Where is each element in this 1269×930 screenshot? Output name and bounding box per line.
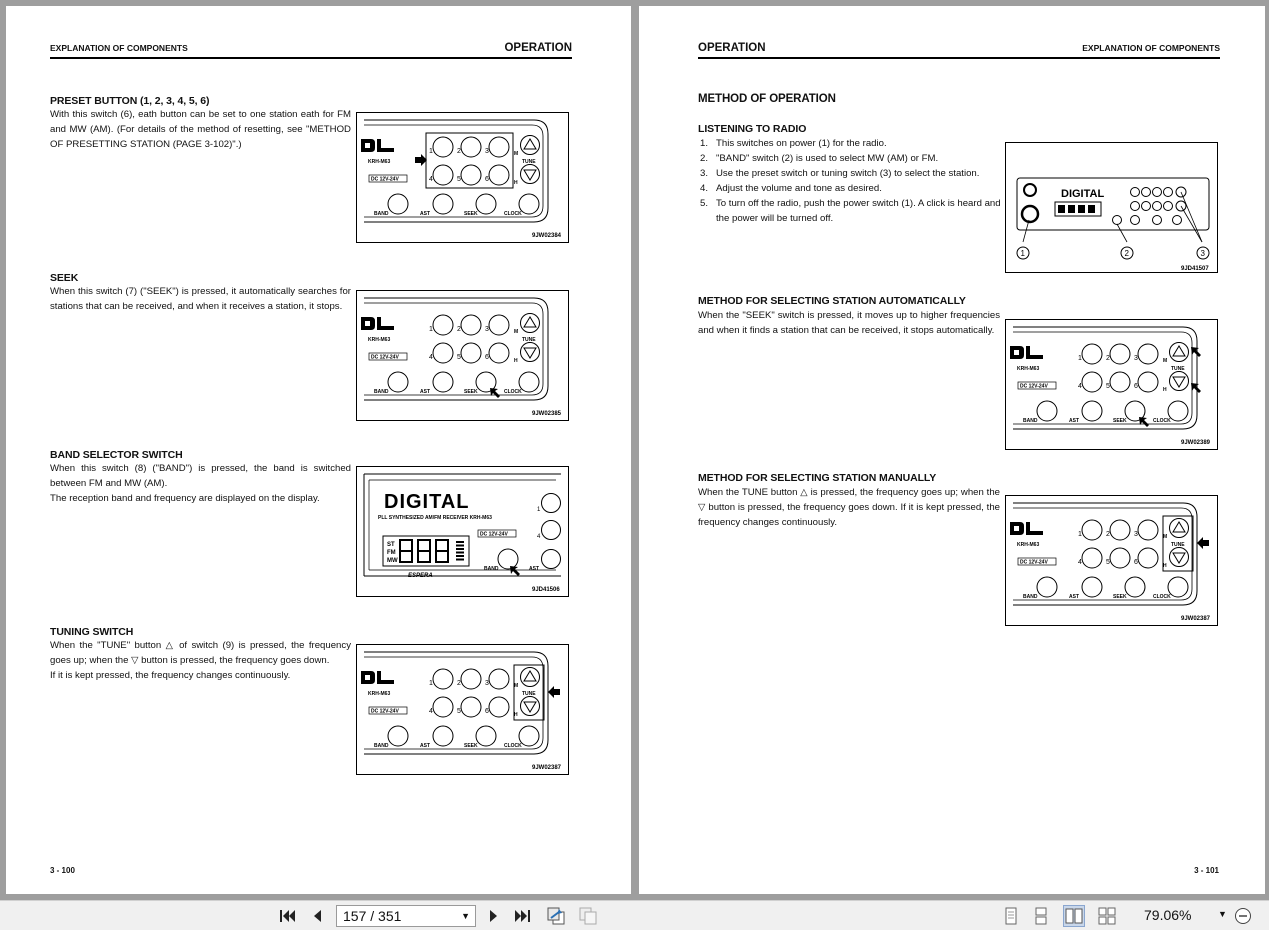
list-item: 3. Use the preset switch or tuning switch (3) to select the station. (700, 168, 980, 179)
preset-button (1138, 372, 1158, 392)
page-number-input[interactable]: 157 / 351 ▼ (336, 905, 476, 927)
digital-logo: DIGITAL (1061, 188, 1105, 200)
brand-logo-icon (377, 326, 394, 330)
section-title-seek: SEEK (50, 272, 79, 284)
list-item: 5. To turn off the radio, push the power switch (1). A click is heard and the power will be turned off. (700, 198, 1001, 224)
section-text-band: When this switch (8) ("BAND") is pressed, the band is switched between FM and MW (AM). The reception band and frequency are displayed on the display. (50, 463, 351, 504)
preset-number: 4 (429, 176, 433, 183)
navigation-toolbar (0, 900, 1269, 930)
figure-code: 9JW02385 (532, 411, 562, 417)
model-label: KRH-M63 (368, 337, 391, 343)
list-item: 2. "BAND" switch (2) is used to select MW (AM) or FM. (700, 153, 939, 164)
power-knob (1022, 206, 1038, 222)
figure-code: 9JW02387 (1181, 616, 1211, 622)
right-header-chapter: OPERATION (698, 42, 766, 54)
preset-number: 1 (1078, 531, 1082, 538)
preset-button (433, 669, 453, 689)
lcd-digit (1068, 205, 1075, 213)
function-label: BAND (374, 389, 389, 395)
function-label: BAND (374, 211, 389, 217)
model-label: KRH-M63 (1017, 366, 1040, 372)
m-label: M (514, 151, 519, 157)
function-label: BAND (1023, 594, 1038, 600)
signal-bar (456, 552, 464, 554)
preset-button (1082, 372, 1102, 392)
preset-button (1138, 548, 1158, 568)
preset-button (489, 669, 509, 689)
function-label: SEEK (464, 743, 478, 749)
tune-label: TUNE (522, 337, 536, 343)
h-label: H (514, 712, 518, 718)
volume-knob (1024, 184, 1036, 196)
header-rule (698, 57, 1220, 59)
preset-button (461, 315, 481, 335)
callout-number: 3 (1200, 249, 1205, 258)
function-label: AST (420, 211, 430, 217)
function-label: SEEK (1113, 418, 1127, 424)
section-text-preset: With this switch (6), eath button can be set to one station eath for FM and MW (AM). (For details of the method of resetting, see "METHOD OF PRESETTING STATION (PAGE 3-102)".) (50, 109, 351, 150)
preset-button (433, 315, 453, 335)
function-label: BAND (1023, 418, 1038, 424)
voltage-label: DC 12V-24V (371, 708, 399, 715)
section-title-tuning: TUNING SWITCH (50, 626, 134, 638)
h-label: H (1163, 387, 1167, 393)
function-button (433, 726, 453, 746)
section-title-band: BAND SELECTOR SWITCH (50, 449, 183, 461)
figure-code: 9JW02387 (532, 765, 562, 771)
preset-button (461, 165, 481, 185)
header-rule (50, 57, 572, 59)
lcd-digit (1078, 205, 1085, 213)
preset-number: 2 (1106, 531, 1110, 538)
page-number-right: 3 - 101 (1194, 866, 1219, 875)
preset-number: 6 (485, 708, 489, 715)
preset-number: 1 (429, 680, 433, 687)
preset-button (489, 137, 509, 157)
next-page-icon[interactable] (483, 905, 505, 927)
function-button (519, 372, 539, 392)
h-label: H (1163, 563, 1167, 569)
figure-seek-button (356, 290, 569, 421)
preset-number: 6 (1134, 383, 1138, 390)
preset-number: 2 (457, 326, 461, 333)
signal-bar (456, 559, 464, 561)
prev-view-icon[interactable] (545, 905, 567, 927)
model-label: KRH-M63 (1017, 542, 1040, 548)
function-button (433, 372, 453, 392)
signal-bar (456, 541, 464, 543)
figure-frame (357, 467, 569, 597)
preset-number: 6 (1134, 559, 1138, 566)
preset-button (1110, 344, 1130, 364)
function-label: AST (420, 389, 430, 395)
tune-label: TUNE (522, 691, 536, 697)
preset-button (433, 137, 453, 157)
tune-label: TUNE (1171, 542, 1185, 548)
radio-button (1131, 216, 1140, 225)
chevron-down-icon[interactable]: ▼ (1218, 909, 1227, 919)
preset-button (1082, 548, 1102, 568)
preset-button (542, 494, 561, 513)
brand-logo-icon (1026, 531, 1043, 535)
preset-button (433, 165, 453, 185)
preset-button (461, 137, 481, 157)
last-page-icon[interactable] (512, 905, 534, 927)
facing-icon[interactable] (1063, 905, 1085, 927)
m-label: M (1163, 358, 1168, 364)
figure-code: 9JW02389 (1181, 440, 1211, 446)
preset-button (1138, 344, 1158, 364)
function-button (1125, 577, 1145, 597)
brand-logo-icon (1026, 355, 1043, 359)
radio-button (1164, 188, 1173, 197)
preset-button (542, 521, 561, 540)
preset-button (1110, 372, 1130, 392)
signal-bar (456, 555, 464, 557)
manual-text: When the TUNE button △ is pressed, the frequency goes up; when the ▽ button is pressed, the frequency goes down. If it is kept pressed, the frequency changes continuously. (698, 487, 1000, 528)
function-button (1037, 577, 1057, 597)
figure-manual-select (1005, 495, 1218, 626)
left-header-section: EXPLANATION OF COMPONENTS (50, 43, 188, 53)
listening-title: LISTENING TO RADIO (698, 123, 807, 135)
brand-logo-icon (377, 680, 394, 684)
voltage-label: DC 12V-24V (480, 531, 508, 538)
preset-button (1082, 344, 1102, 364)
preset-number: 1 (429, 326, 433, 333)
callout-number: 1 (1020, 249, 1025, 258)
preset-number: 1 (1078, 355, 1082, 362)
function-label: CLOCK (504, 389, 522, 395)
h-label: H (514, 180, 518, 186)
continuous-facing-icon[interactable] (1096, 905, 1118, 927)
tune-label: TUNE (522, 159, 536, 165)
prev-page-icon[interactable] (306, 905, 328, 927)
preset-number: 5 (457, 708, 461, 715)
function-label: CLOCK (504, 211, 522, 217)
preset-number: 4 (537, 534, 541, 540)
m-label: M (514, 683, 519, 689)
figure-code: 9JD41507 (1181, 266, 1209, 272)
preset-number: 4 (429, 354, 433, 361)
function-button (1168, 577, 1188, 597)
figure-code: 9JW02384 (532, 233, 562, 239)
preset-number: 3 (485, 680, 489, 687)
preset-number: 2 (457, 680, 461, 687)
left-page (6, 6, 631, 894)
preset-number: 1 (429, 148, 433, 155)
first-page-icon[interactable] (276, 905, 298, 927)
function-button (476, 194, 496, 214)
preset-button (433, 343, 453, 363)
function-button (388, 372, 408, 392)
preset-number: 4 (1078, 383, 1082, 390)
section-text-seek: When this switch (7) ("SEEK") is pressed, it automatically searches for stations that can be received, and when it receives a station, it stops. (50, 286, 351, 312)
preset-number: 3 (485, 326, 489, 333)
function-label: CLOCK (504, 743, 522, 749)
left-header-chapter: OPERATION (504, 42, 572, 54)
preset-button (489, 343, 509, 363)
figure-code: 9JD41506 (532, 587, 560, 593)
listening-steps (698, 136, 1001, 226)
voltage-label: DC 12V-24V (371, 354, 399, 361)
next-view-icon[interactable] (577, 905, 599, 927)
function-button (519, 194, 539, 214)
function-label: SEEK (464, 389, 478, 395)
preset-button (1082, 520, 1102, 540)
function-label: SEEK (464, 211, 478, 217)
brand-label: ESPERA (408, 573, 433, 579)
continuous-icon[interactable] (1030, 905, 1052, 927)
m-label: M (514, 329, 519, 335)
single-page-icon[interactable] (1000, 905, 1022, 927)
model-label: KRH-M63 (368, 691, 391, 697)
function-label: CLOCK (1153, 418, 1171, 424)
m-label: M (1163, 534, 1168, 540)
function-label: BAND (374, 743, 389, 749)
right-header-section: EXPLANATION OF COMPONENTS (1082, 43, 1220, 53)
h-label: H (514, 358, 518, 364)
radio-button (1173, 216, 1182, 225)
method-of-operation-title: METHOD OF OPERATION (698, 93, 836, 105)
figure-preset-buttons (356, 112, 569, 243)
preset-number: 4 (429, 708, 433, 715)
section-text-tuning: When the "TUNE" button △ of switch (9) is pressed, the frequency goes up; when the ▽ button is pressed, the frequency goes down. If it is kept pressed, the frequency changes continuously. (50, 640, 351, 681)
voltage-label: DC 12V-24V (1020, 559, 1048, 566)
band-label: BAND (484, 566, 499, 572)
preset-button (461, 697, 481, 717)
preset-button (542, 550, 561, 569)
function-label: AST (420, 743, 430, 749)
preset-button (489, 315, 509, 335)
list-item: 1. This switches on power (1) for the radio. (700, 138, 887, 149)
band-button (498, 549, 518, 569)
st-label: ST (387, 542, 395, 548)
chevron-down-icon[interactable]: ▼ (461, 911, 470, 921)
preset-number: 5 (1106, 559, 1110, 566)
radio-button (1131, 188, 1140, 197)
preset-button (489, 697, 509, 717)
preset-button (1138, 520, 1158, 540)
page-number-left: 3 - 100 (50, 866, 75, 875)
radio-button (1131, 202, 1140, 211)
preset-button (489, 165, 509, 185)
preset-button (461, 669, 481, 689)
figure-band-display (356, 466, 569, 597)
figure-auto-select (1005, 319, 1218, 450)
preset-button (1110, 548, 1130, 568)
preset-number: 5 (457, 176, 461, 183)
digital-logo: DIGITAL (384, 491, 470, 513)
preset-number: 6 (485, 176, 489, 183)
figure-tune-buttons (356, 644, 569, 775)
radio-button (1153, 216, 1162, 225)
function-label: CLOCK (1153, 594, 1171, 600)
voltage-label: DC 12V-24V (1020, 383, 1048, 390)
signal-bar (456, 545, 464, 547)
radio-button (1164, 202, 1173, 211)
zoom-level[interactable]: 79.06% (1144, 907, 1192, 923)
preset-number: 4 (1078, 559, 1082, 566)
mw-label: MW (387, 558, 398, 564)
right-page (639, 6, 1265, 894)
tune-label: TUNE (1171, 366, 1185, 372)
preset-number: 3 (485, 148, 489, 155)
function-button (1168, 401, 1188, 421)
preset-button (461, 343, 481, 363)
function-button (388, 194, 408, 214)
function-button (1082, 577, 1102, 597)
lcd-digit (1058, 205, 1065, 213)
preset-number: 6 (485, 354, 489, 361)
signal-bar (456, 548, 464, 550)
auto-text: When the "SEEK" switch is pressed, it moves up to higher frequencies and when it finds a station that can be received, it stops automatically. (698, 310, 1000, 336)
preset-number: 5 (1106, 383, 1110, 390)
voltage-label: DC 12V-24V (371, 176, 399, 183)
function-button (388, 726, 408, 746)
function-button (1037, 401, 1057, 421)
function-button (519, 726, 539, 746)
list-item: 4. Adjust the volume and tone as desired. (700, 183, 882, 194)
radio-button (1142, 202, 1151, 211)
function-label: SEEK (1113, 594, 1127, 600)
radio-button (1153, 202, 1162, 211)
figure-radio-overview (1005, 142, 1218, 273)
preset-button (433, 697, 453, 717)
zoom-out-icon[interactable] (1232, 905, 1254, 927)
preset-number: 5 (457, 354, 461, 361)
fm-label: FM (387, 550, 396, 556)
preset-number: 3 (1134, 355, 1138, 362)
function-label: AST (1069, 594, 1079, 600)
radio-button (1153, 188, 1162, 197)
preset-number: 1 (537, 507, 541, 513)
model-label: KRH-M63 (368, 159, 391, 165)
radio-button (1142, 188, 1151, 197)
lcd-digit (1088, 205, 1095, 213)
preset-number: 2 (457, 148, 461, 155)
preset-button (1110, 520, 1130, 540)
preset-number: 3 (1134, 531, 1138, 538)
radio-button (1113, 216, 1122, 225)
auto-title: METHOD FOR SELECTING STATION AUTOMATICALLY (698, 295, 966, 307)
function-button (433, 194, 453, 214)
section-title-preset: PRESET BUTTON (1, 2, 3, 4, 5, 6) (50, 95, 210, 107)
function-button (476, 726, 496, 746)
function-label: AST (1069, 418, 1079, 424)
ast-label: AST (529, 566, 539, 572)
callout-number: 2 (1124, 249, 1129, 258)
receiver-label: PLL SYNTHESIZED AM/FM RECEIVER KRH-M63 (378, 515, 492, 521)
function-button (1082, 401, 1102, 421)
manual-title: METHOD FOR SELECTING STATION MANUALLY (698, 472, 937, 484)
brand-logo-icon (377, 148, 394, 152)
preset-number: 2 (1106, 355, 1110, 362)
